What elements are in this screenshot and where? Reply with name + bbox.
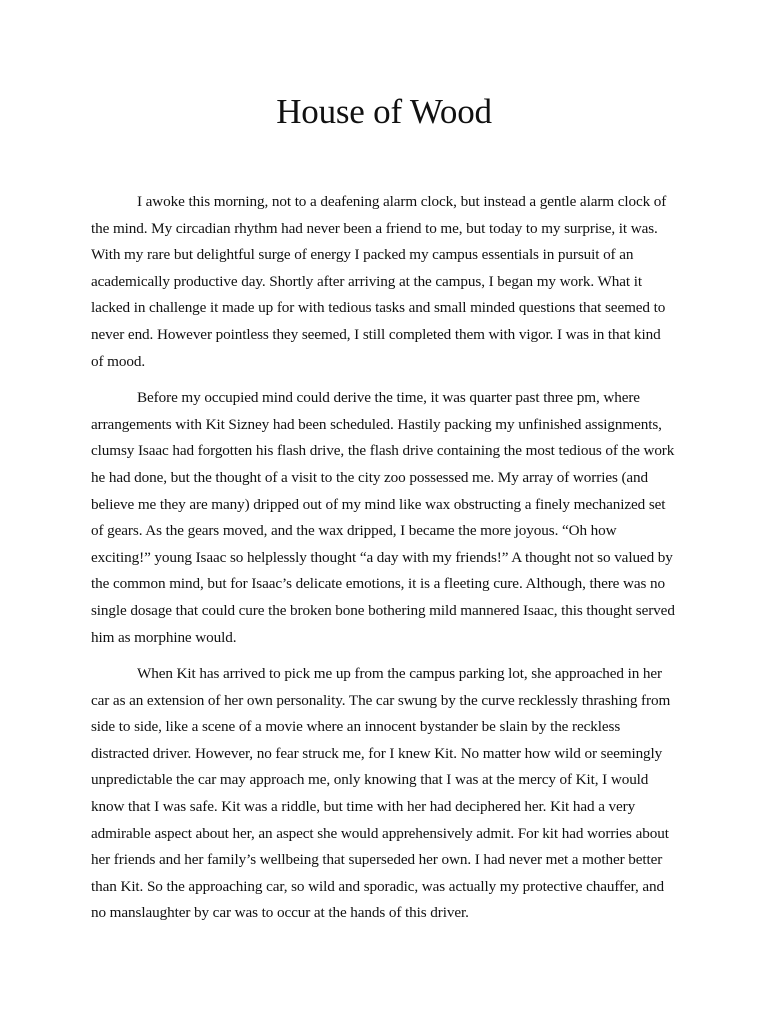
document-title: House of Wood (276, 92, 492, 131)
paragraph-3: When Kit has arrived to pick me up from the campus parking lot, she approached in her car as an extension of her own personality. The car swung by the curve recklessly thrashing from side to side, like a scene of a movie where an innocent bystander be slain by the reckless distracted driver. However, no fear struck me, for I knew Kit. No matter how wild or seemingly unpredictable the car may approach me, only knowing that I was at the mercy of Kit, I would know that I was safe. Kit was a riddle, but time with her had deciphered her. Kit had a very admirable aspect about her, an aspect she would apprehensively admit. For kit had worries about her friends and her family’s wellbeing that superseded her own. I had never met a mother better than Kit. So the approaching car, so wild and sporadic, was actually my protective chauffer, and no manslaughter by car was to occur at the hands of this driver. (91, 665, 671, 922)
paragraph-2: Before my occupied mind could derive the time, it was quarter past three pm, where arrangements with Kit Sizney had been scheduled. Hastily packing my unfinished assignments, clumsy Isaac had forgotten his flash drive, the flash drive containing the most tedious of the work he had done, but the thought of a visit to the city zoo possessed me. My array of worries (and believe me they are many) dripped out of my mind like wax obstructing a finely mechanized set of gears. As the gears moved, and the wax dripped, I became the more joyous. “Oh how exciting!” young Isaac so helplessly thought “a day with my friends!” A thought not so valued by the common mind, but for Isaac’s delicate emotions, it is a fleeting cure. Although, there was no single dosage that could cure the broken bone bothering mild mannered Isaac, this thought served him as morphine would. (91, 389, 675, 646)
paragraph-1: I awoke this morning, not to a deafening alarm clock, but instead a gentle alarm clock of the mind. My circadian rhythm had never been a friend to me, but today to my surprise, it was. With my rare but delightful surge of energy I packed my campus essentials in pursuit of an academically productive day. Shortly after arriving at the campus, I began my work. What it lacked in challenge it made up for with tedious tasks and small minded questions that seemed to never end. However pointless they seemed, I still completed them with vigor. I was in that kind of mood. (91, 193, 667, 370)
document-body (91, 189, 675, 937)
